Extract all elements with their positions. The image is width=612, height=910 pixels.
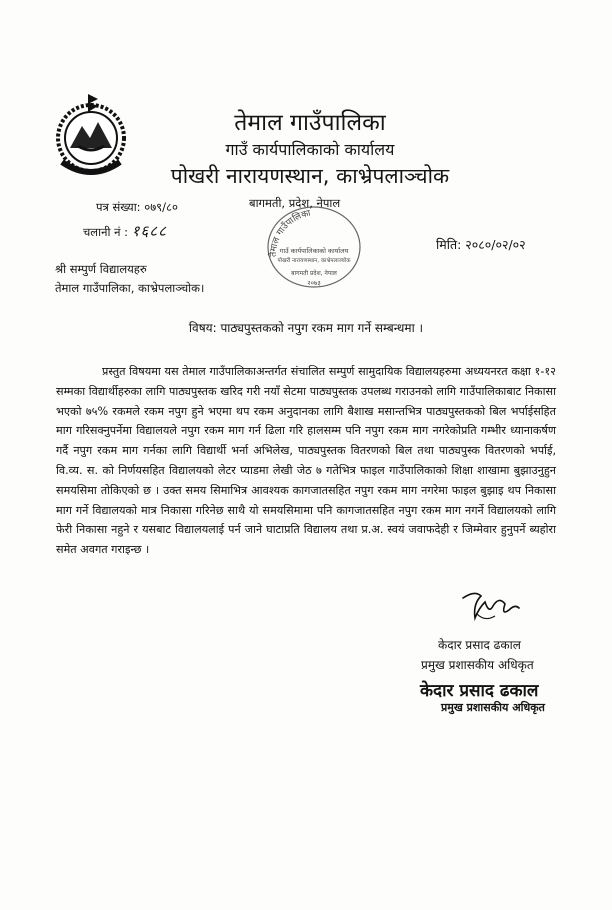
letter-number: पत्र संख्या: ०७९/८० (96, 200, 178, 214)
office-stamp (262, 203, 366, 295)
dispatch-number (83, 221, 167, 241)
stamp-text-2: गाउँ कार्यपालिकाको कार्यालय (279, 247, 349, 255)
recipient-line-2: तेमाल गाउँपालिका, काभ्रेपलाञ्चोक। (55, 281, 205, 295)
stamp-text-1: तेमाल गाउँपालिका (268, 208, 312, 258)
office-location: पोखरी नारायणस्थान, काभ्रेपलाञ्चोक (170, 164, 450, 188)
stamp-text-3: पोखरी नारायणस्थान, काभ्रेपलाञ्चोक (277, 258, 351, 264)
role-seal: प्रमुख प्रशासकीय अधिकृत (441, 701, 545, 714)
office-subtitle: गाउँ कार्यपालिकाको कार्यालय (225, 140, 395, 159)
office-title: तेमाल गाउँपालिका (234, 110, 386, 136)
dispatch-value: १६८८ (131, 222, 167, 240)
dispatch-label: चलानी नं : (83, 225, 129, 239)
stamp-year: २०७३ (307, 279, 321, 287)
recipient-line-1: श्री सम्पुर्ण विद्यालयहरु (55, 262, 147, 276)
signature-icon (455, 588, 525, 628)
letter-date: मिति: २०८०/०२/०२ (436, 237, 526, 252)
letter-body: प्रस्तुत विषयमा यस तेमाल गाउँपालिकाअन्तर्गत संचालित सम्पुर्ण सामुदायिक विद्यालयहरुमा अध्ययनरत कक्षा १-१२ सम्मका विद्यार्थीहरुका लागि पाठ्यपुस्तक खरिद गरी नयाँ सेटमा पाठ्यपुस्तक उपलब्ध गराउनको लागि गाउँपालिकाबाट निकासा भएको ७५% रकमले रकम नपुग हुने भएमा थप रकम अनुदानका लागि बैशाख मसान्तभित्र पाठ्यपुस्तकको बिल भर्पाईसहित माग गरिसक्नुपर्नेमा विद्यालयले नपुग रकम माग गर्न ढिला गरि हालसम्म पनि नपुग रकम माग नगरेकोप्रति गम्भीर ध्यानाकर्षण गर्दै नपुग रकम माग गर्नका लागि विद्यार्थी भर्ना अभिलेख, पाठ्यपुस्तक वितरणको बिल तथा पाठ्यपुस्क वितरणको भर्पाई, वि.व्य. स. को निर्णयसहित विद्यालयको लेटर प्याडमा लेखी जेठ ७ गतेभित्र फाइल गाउँपालिकाको शिक्षा शाखामा बुझाउनुहुन समयसिमा तोकिएको छ । उक्त समय सिमाभित्र आवश्यक कागजातसहित नपुग रकम माग नगरेमा फाइल बुझाइ थप निकासा माग गर्ने विद्यालयको मात्र निकासा गरिनेछ साथै यो समयसिमामा पनि कागजातसहित नपुग रकम माग नगर्ने विद्यालयको लागि फेरी निकासा नहुने र यसबाट विद्यालयलाई पर्न जाने घाटाप्रति विद्यालय तथा प्र.अ. स्वयं जवाफदेही र जिम्मेवार हुनुपर्ने ब्यहोरा समेत अवगत गराइन्छ । (56, 365, 556, 557)
signatory-name: केदार प्रसाद ढकाल (438, 638, 521, 652)
stamp-text-4: बागमती प्रदेश, नेपाल (291, 270, 337, 277)
name-seal: केदार प्रसाद ढकाल (420, 681, 539, 701)
signatory-role: प्रमुख प्रशासकीय अधिकृत (421, 658, 534, 672)
letter-subject: विषय: पाठ्यपुस्तकको नपुग रकम माग गर्ने सम्बन्धमा । (188, 321, 424, 335)
province-line: बागमती, प्रदेश, नेपाल (249, 196, 341, 210)
